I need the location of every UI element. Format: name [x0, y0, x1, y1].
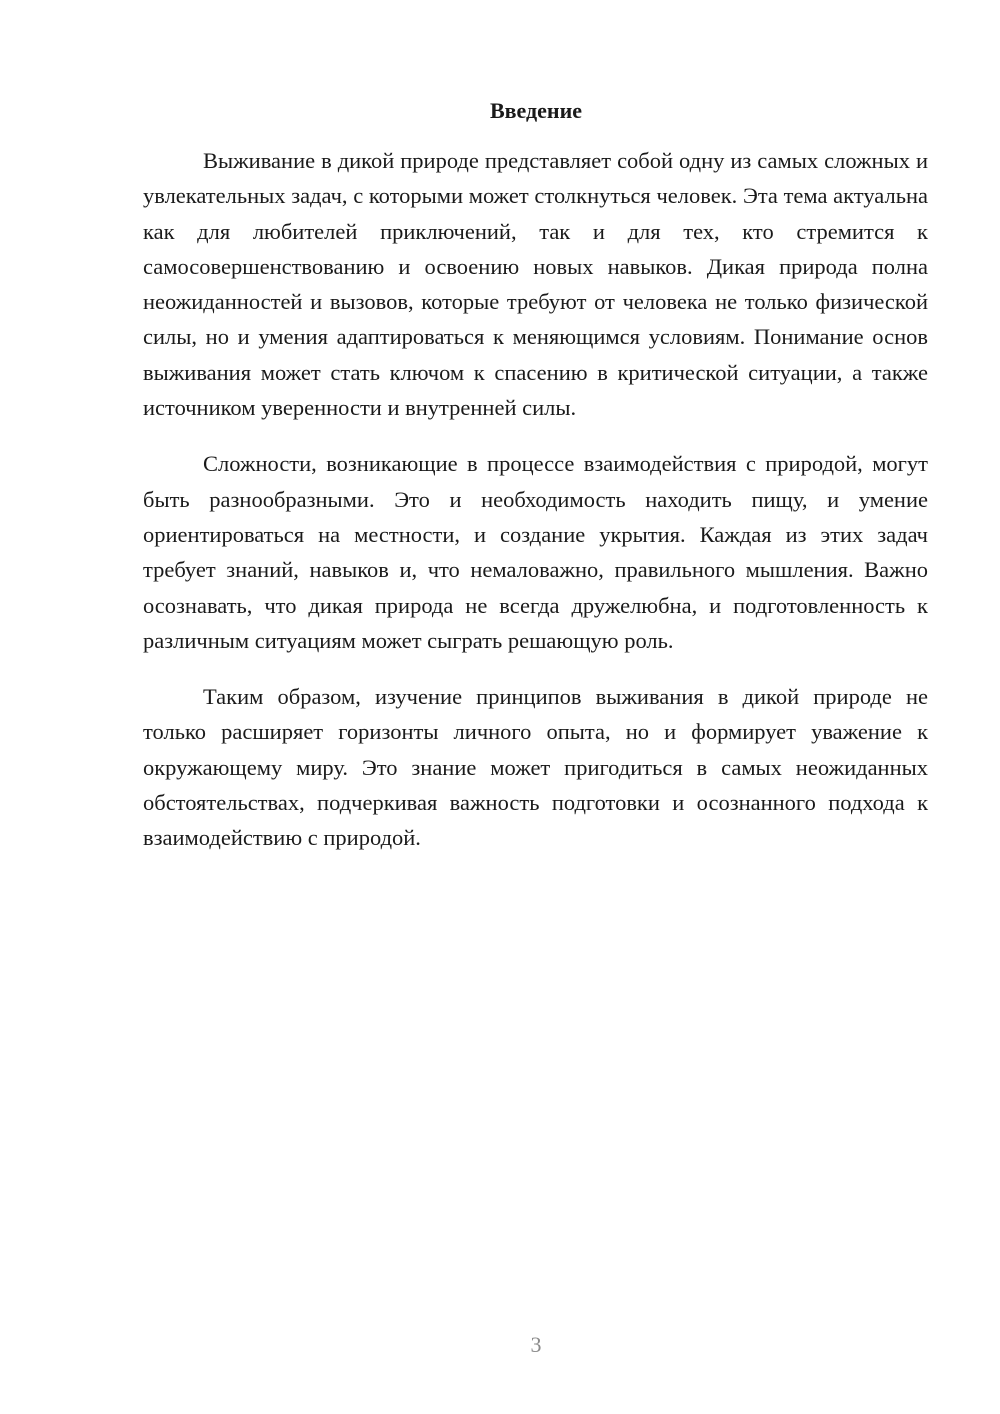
paragraph-2: Сложности, возникающие в процессе взаимодействия с природой, могут быть разнообразными. Это и необходимость находить пищу, и умение ориентироваться на местности, и создание укрытия. Каждая из этих задач требует знаний, навыков и, что немаловажно, правильного мышления. Важно осознавать, что дикая природа не всегда дружелюбна, и подготовленность к различным ситуациям может сыграть решающую роль.	[143, 451, 928, 653]
paragraph-3: Таким образом, изучение принципов выживания в дикой природе не только расширяет горизонты личного опыта, но и формирует уважение к окружающему миру. Это знание может пригодиться в самых неожиданных обстоятельствах, подчеркивая важность подготовки и осознанного подхода к взаимодействию с природой.	[143, 684, 928, 851]
section-heading: Введение	[489, 98, 583, 123]
paragraph-1: Выживание в дикой природе представляет собой одну из самых сложных и увлекательных задач, с которыми может столкнуться человек. Эта тема актуальна как для любителей приключений, так и для тех, кто стремится к самосовершенствованию и освоению новых навыков. Дикая природа полна неожиданностей и вызовов, которые требуют от человека не только физической силы, но и умения адаптироваться к меняющимся условиям. Понимание основ выживания может стать ключом к спасению в критической ситуации, а также источником уверенности и внутренней силы.	[143, 148, 928, 421]
document-body	[143, 143, 928, 877]
page-number: 3	[530, 1332, 542, 1357]
